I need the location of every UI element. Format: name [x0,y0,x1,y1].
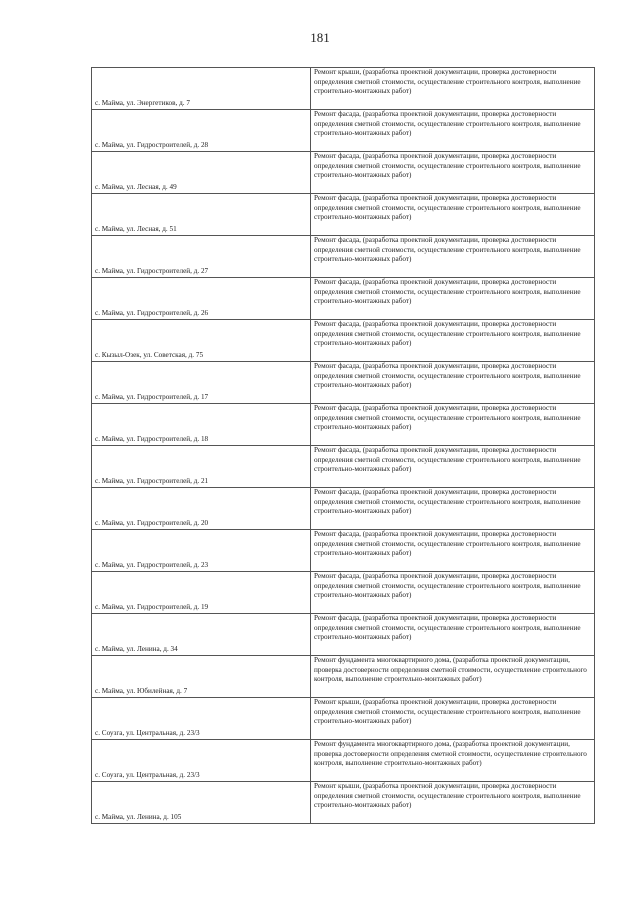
table-row [92,194,595,236]
address-cell: с. Майма, ул. Лесная, д. 51 [92,194,311,236]
table-row [92,236,595,278]
table-row [92,110,595,152]
table-row [92,530,595,572]
table-row [92,446,595,488]
table-row [92,278,595,320]
work-description-cell: Ремонт фасада, (разработка проектной документации, проверка достоверности определения сметной стоимости, осуществление строительного контроля, выполнение строительно-монтажных работ) [311,530,595,572]
address-cell: с. Соузга, ул. Центральная, д. 23/3 [92,698,311,740]
address-cell: с. Майма, ул. Энергетиков, д. 7 [92,68,311,110]
address-cell: с. Майма, ул. Гидростроителей, д. 26 [92,278,311,320]
table-row [92,404,595,446]
work-description-cell: Ремонт фасада, (разработка проектной документации, проверка достоверности определения сметной стоимости, осуществление строительного контроля, выполнение строительно-монтажных работ) [311,320,595,362]
address-cell: с. Майма, ул. Гидростроителей, д. 20 [92,488,311,530]
table-row [92,572,595,614]
address-cell: с. Соузга, ул. Центральная, д. 23/3 [92,740,311,782]
address-cell: с. Майма, ул. Гидростроителей, д. 27 [92,236,311,278]
table-row [92,740,595,782]
table-row [92,488,595,530]
work-description-cell: Ремонт фасада, (разработка проектной документации, проверка достоверности определения сметной стоимости, осуществление строительного контроля, выполнение строительно-монтажных работ) [311,194,595,236]
address-cell: с. Майма, ул. Гидростроителей, д. 23 [92,530,311,572]
work-description-cell: Ремонт крыши, (разработка проектной документации, проверка достоверности определения сметной стоимости, осуществление строительного контроля, выполнение строительно-монтажных работ) [311,68,595,110]
work-description-cell: Ремонт фасада, (разработка проектной документации, проверка достоверности определения сметной стоимости, осуществление строительного контроля, выполнение строительно-монтажных работ) [311,488,595,530]
table-row [92,614,595,656]
table-row [92,320,595,362]
address-work-table [91,67,595,824]
address-cell: с. Майма, ул. Гидростроителей, д. 28 [92,110,311,152]
table-row [92,152,595,194]
work-description-cell: Ремонт крыши, (разработка проектной документации, проверка достоверности определения сметной стоимости, осуществление строительного контроля, выполнение строительно-монтажных работ) [311,698,595,740]
work-description-cell: Ремонт фасада, (разработка проектной документации, проверка достоверности определения сметной стоимости, осуществление строительного контроля, выполнение строительно-монтажных работ) [311,152,595,194]
work-description-cell: Ремонт фасада, (разработка проектной документации, проверка достоверности определения сметной стоимости, осуществление строительного контроля, выполнение строительно-монтажных работ) [311,236,595,278]
work-description-cell: Ремонт фасада, (разработка проектной документации, проверка достоверности определения сметной стоимости, осуществление строительного контроля, выполнение строительно-монтажных работ) [311,278,595,320]
address-cell: с. Майма, ул. Лесная, д. 49 [92,152,311,194]
address-cell: с. Майма, ул. Гидростроителей, д. 18 [92,404,311,446]
work-description-cell: Ремонт фундамента многоквартирного дома, (разработка проектной документации, проверка достоверности определения сметной стоимости, осуществление строительного контроля, выполнение строительно-монтажных работ) [311,656,595,698]
address-cell: с. Майма, ул. Гидростроителей, д. 17 [92,362,311,404]
page-number: 181 [310,30,330,45]
work-description-cell: Ремонт фасада, (разработка проектной документации, проверка достоверности определения сметной стоимости, осуществление строительного контроля, выполнение строительно-монтажных работ) [311,446,595,488]
address-cell: с. Майма, ул. Юбилейная, д. 7 [92,656,311,698]
address-cell: с. Майма, ул. Ленина, д. 105 [92,782,311,824]
work-description-cell: Ремонт фасада, (разработка проектной документации, проверка достоверности определения сметной стоимости, осуществление строительного контроля, выполнение строительно-монтажных работ) [311,614,595,656]
address-cell: с. Майма, ул. Ленина, д. 34 [92,614,311,656]
address-cell: с. Майма, ул. Гидростроителей, д. 19 [92,572,311,614]
work-description-cell: Ремонт крыши, (разработка проектной документации, проверка достоверности определения сметной стоимости, осуществление строительного контроля, выполнение строительно-монтажных работ) [311,782,595,824]
table-row [92,656,595,698]
work-description-cell: Ремонт фасада, (разработка проектной документации, проверка достоверности определения сметной стоимости, осуществление строительного контроля, выполнение строительно-монтажных работ) [311,362,595,404]
table-row [92,698,595,740]
work-description-cell: Ремонт фасада, (разработка проектной документации, проверка достоверности определения сметной стоимости, осуществление строительного контроля, выполнение строительно-монтажных работ) [311,404,595,446]
table-row [92,362,595,404]
work-description-cell: Ремонт фасада, (разработка проектной документации, проверка достоверности определения сметной стоимости, осуществление строительного контроля, выполнение строительно-монтажных работ) [311,572,595,614]
address-cell: с. Майма, ул. Гидростроителей, д. 21 [92,446,311,488]
work-description-cell: Ремонт фасада, (разработка проектной документации, проверка достоверности определения сметной стоимости, осуществление строительного контроля, выполнение строительно-монтажных работ) [311,110,595,152]
work-description-cell: Ремонт фундамента многоквартирного дома, (разработка проектной документации, проверка достоверности определения сметной стоимости, осуществление строительного контроля, выполнение строительно-монтажных работ) [311,740,595,782]
table-row [92,782,595,824]
table-row [92,68,595,110]
address-cell: с. Кызыл-Озек, ул. Советская, д. 75 [92,320,311,362]
